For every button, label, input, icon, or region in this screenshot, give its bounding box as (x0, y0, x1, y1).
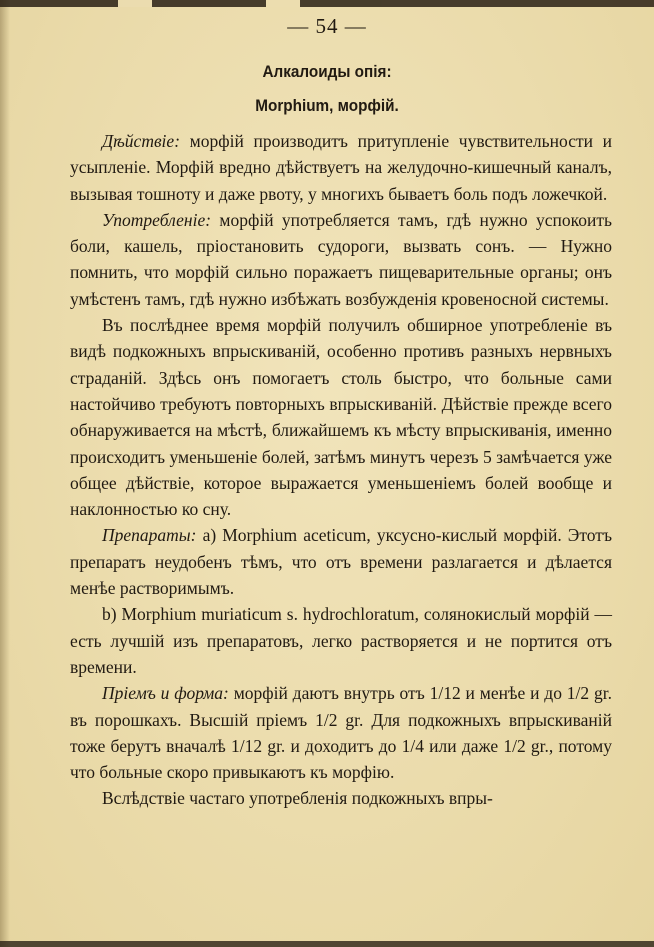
paragraph-lead: Препараты: (102, 525, 197, 546)
paragraph-lead: Дѣйствіе: (102, 131, 181, 151)
section-heading: Алкалоиды опія: (262, 62, 392, 81)
paragraph-text: морфій даютъ внутрь отъ 1/12 и менѣе и до 1/2 gr. въ порошкахъ. Высшій пріемъ 1/2 gr. Для подкожныхъ впрыскиваній тоже берутъ вначалѣ 1/12 gr. и доходитъ до 1/4 или даже 1/2 gr., потому что больные скоро привыкаютъ къ морфію. (70, 683, 612, 783)
top-edge (0, 0, 654, 7)
section-subheading: Morphium, морфій. (255, 96, 399, 115)
top-edge-gap (118, 0, 152, 7)
paragraph-text: b) Morphium muriaticum s. hydrochloratum, солянокислый морфій — есть лучшій изъ препаратовъ, легко растворяется и не портится отъ времени. (70, 604, 612, 677)
paragraph (70, 601, 612, 680)
bottom-edge (0, 941, 654, 947)
paragraph (70, 312, 612, 522)
paragraph (70, 680, 612, 785)
page-number: — 54 — (287, 14, 367, 38)
body-text (70, 128, 612, 812)
page-gutter-shadow (0, 0, 10, 947)
paragraph (70, 128, 612, 207)
paragraph (70, 785, 612, 811)
paragraph-text: морфій употребляется тамъ, гдѣ нужно успокоить боли, кашель, пріостановить судороги, вызвать сонъ. — Нужно помнить, что морфій сильно поражаетъ пищеварительные органы; онъ умѣстенъ тамъ, гдѣ нужно избѣжать возбужденія кровеносной системы. (70, 209, 612, 309)
paragraph-text: морфій производитъ притупленіе чувствительности и усыпленіе. Морфій вредно дѣйствуетъ на желудочно-кишечный каналъ, вызывая тошноту и даже рвоту, у многихъ бываетъ боль подъ ложечкой. (70, 131, 612, 204)
top-edge-gap (266, 0, 300, 7)
paragraph-text: Вслѣдствіе частаго употребленія подкожныхъ впры- (102, 788, 493, 809)
paragraph-text: а) Morphium aceticum, уксусно-кислый морфій. Этотъ препаратъ неудобенъ тѣмъ, что отъ времени разлагается и дѣлается менѣе растворимымъ. (70, 525, 612, 599)
paragraph-lead: Употребленіе: (102, 209, 212, 230)
paragraph-text: Въ послѣднее время морфій получилъ обширное употребленіе въ видѣ подкожныхъ впрыскиваній, особенно противъ разныхъ нервныхъ страданій. Здѣсь онъ помогаетъ столь быстро, что больные сами настойчиво требуютъ повторныхъ впрыскиваній. Дѣйствіе прежде всего обнаруживается на мѣстѣ, ближайшемъ къ мѣсту впрыскиванія, именно происходитъ уменьшеніе болей, затѣмъ минутъ черезъ 5 замѣчается уже общее дѣйствіе, которое выражается уменьшеніемъ болей вообще и наклонностью ко сну. (70, 315, 612, 520)
paragraph (70, 522, 612, 601)
paragraph-lead: Пріемъ и форма: (102, 683, 229, 704)
paragraph (70, 207, 612, 312)
